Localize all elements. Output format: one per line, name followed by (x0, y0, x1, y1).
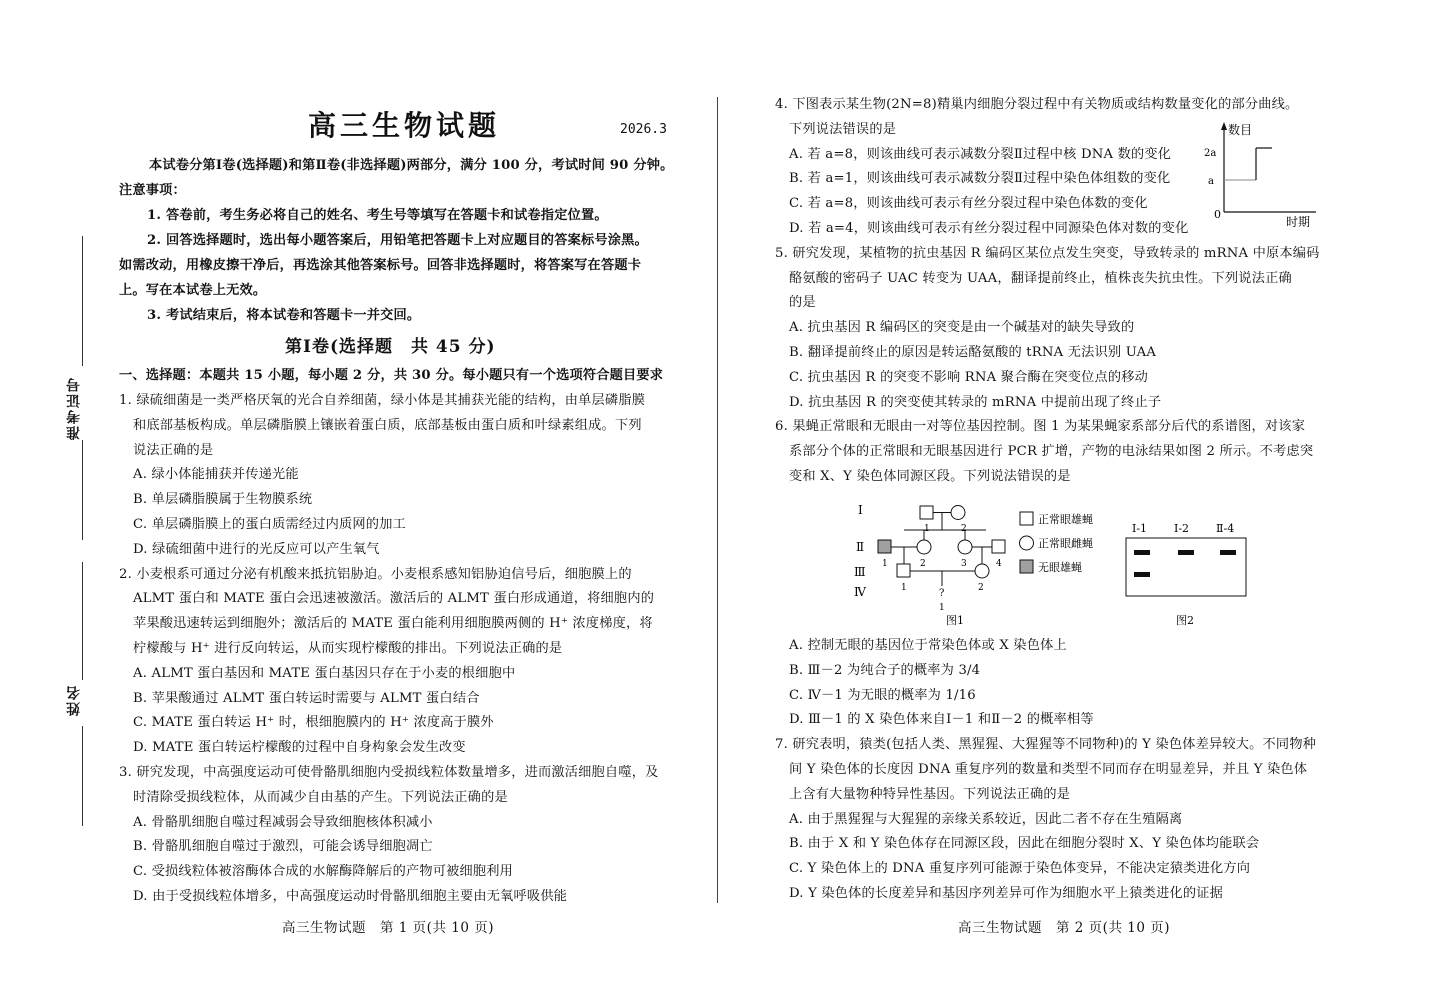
notes-heading: 注意事项： (119, 183, 186, 198)
exam-intro: 本试卷分第Ⅰ卷(选择题)和第Ⅱ卷(非选择题)两部分，满分 100 分，考试时间 90 分钟。 (149, 158, 674, 173)
left-lines-line: D. 由于受损线粒体增多，中高强度运动时骨骼肌细胞主要由无氧呼吸供能 (133, 889, 568, 904)
legend-eyeless-male: 无眼雄蝇 (1038, 561, 1082, 574)
note-item: 2. 回答选择题时，选出每小题答案后，用铅笔把答题卡上对应题目的答案标号涂黑。 (147, 233, 648, 248)
ped-II-4 (992, 540, 1005, 553)
gel-box (1126, 538, 1246, 596)
left-lines-line: A. ALMT 蛋白基因和 MATE 蛋白基因只存在于小麦的根细胞中 (133, 665, 516, 681)
left-lines-line: 1. 绿硫细菌是一类严格厌氧的光合自养细菌，绿小体是其捕获光能的结构，由单层磷脂膜 (119, 393, 646, 408)
ped-III-2 (975, 564, 989, 578)
note-item: 3. 考试结束后，将本试卷和答题卡一并交回。 (147, 308, 421, 323)
left-lines-line: ALMT 蛋白和 MATE 蛋白会迅速被激活。激活后的 ALMT 蛋白形成通道，将细胞内的 (133, 591, 655, 607)
ped-num-II4: 4 (996, 559, 1002, 569)
left-lines-line: B. 苹果酸通过 ALMT 蛋白转运时需要与 ALMT 蛋白结合 (133, 690, 480, 706)
right-lines-b-line: B. Ⅲ－2 为纯合子的概率为 3/4 (789, 662, 981, 678)
ped-num-I1: 1 (924, 524, 930, 534)
right-lines-b-line: D. Y 染色体的长度差异和基因序列差异可作为细胞水平上猿类进化的证据 (789, 886, 1224, 901)
note-item: 如需改动，用橡皮擦干净后，再选涂其他答案标号。回答非选择题时，将答案写在答题卡 (119, 258, 642, 273)
footer-left: 高三生物试题 第 1 页(共 10 页) (282, 920, 494, 936)
left-lines-line: 柠檬酸与 H⁺ 进行反向转运，从而实现柠檬酸的排出。下列说法正确的是 (133, 641, 563, 656)
gel-band-lane3-top (1220, 550, 1236, 555)
left-lines-line: A. 绿小体能捕获并传递光能 (133, 467, 299, 483)
part1-heading: 一、选择题：本题共 15 小题，每小题 2 分，共 30 分。每小题只有一个选项符合题目要求 (119, 368, 664, 383)
ped-num-II1: 1 (882, 559, 888, 569)
right-lines-a-line: B. 若 a=1，则该曲线可表示减数分裂Ⅱ过程中染色体组数的变化 (789, 171, 1171, 187)
right-lines-b-line: A. 由于黑猩猩与大猩猩的亲缘关系较近，因此二者不存在生殖隔离 (789, 811, 1183, 827)
gel-band-lane2-top (1178, 550, 1194, 555)
graph-origin: 0 (1214, 208, 1221, 221)
gel-figure (1118, 518, 1258, 630)
right-lines-b-line: 上含有大量物种特异性基因。下列说法正确的是 (789, 786, 1071, 802)
legend-normal-female: 正常眼雌蝇 (1038, 537, 1093, 550)
right-lines-b-line: A. 控制无眼的基因位于常染色体或 X 染色体上 (789, 638, 1067, 653)
ped-II-2 (917, 540, 931, 554)
gel-band-lane1-bottom (1134, 572, 1150, 577)
left-lines-line: 3. 研究发现，中高强度运动可使骨骼肌细胞内受损线粒体数量增多，进而激活细胞自噬，及 (119, 765, 659, 780)
gel-band-lane1-top (1134, 550, 1150, 555)
graph-tick-2a: 2a (1204, 148, 1217, 159)
name-label: 姓名 (66, 684, 82, 716)
fig1-caption: 图1 (946, 614, 964, 627)
right-lines-b-line: 间 Y 染色体的长度因 DNA 重复序列的数量和类型不同而存在明显差异，并且 Y 染色体 (789, 762, 1308, 777)
legend-eyeless-male-icon (1020, 560, 1033, 573)
exam-number-label: 准考证号 (66, 376, 82, 440)
binding-line-bottom (82, 726, 83, 826)
ped-gen-I: Ⅰ (858, 503, 863, 517)
right-lines-a-line: 5. 研究发现，某植物的抗虫基因 R 编码区某位点发生突变，导致转录的 mRNA 中原本编码 (775, 245, 1320, 261)
ped-II-3 (958, 540, 972, 554)
right-lines-a-line: 酪氨酸的密码子 UAC 转变为 UAA，翻译提前终止，植株丧失抗虫性。下列说法正确 (789, 270, 1292, 286)
left-lines-line: 和底部基板构成。单层磷脂膜上镶嵌着蛋白质，底部基板由蛋白质和叶绿素组成。下列 (133, 417, 642, 433)
gel-lane-3: Ⅱ-4 (1216, 522, 1235, 535)
ped-II-1 (878, 540, 891, 553)
right-lines-a-line: 6. 果蝇正常眼和无眼由一对等位基因控制。图 1 为某果蝇家系部分后代的系谱图，对该家 (775, 419, 1306, 435)
right-lines-a-line: 变和 X、Y 染色体同源区段。下列说法错误的是 (789, 469, 1071, 484)
left-lines-line: 时清除受损线粒体，从而减少自由基的产生。下列说法正确的是 (133, 789, 508, 805)
graph-tick-a: a (1208, 176, 1214, 187)
right-lines-a-line: D. 若 a=4，则该曲线可表示有丝分裂过程中同源染色体对数的变化 (789, 221, 1189, 236)
left-lines-line: D. MATE 蛋白转运柠檬酸的过程中自身构象会发生改变 (133, 740, 466, 756)
ped-I-1 (920, 506, 933, 519)
page-divider (717, 97, 718, 903)
pedigree-figure (850, 500, 1110, 630)
left-lines-line: C. 受损线粒体被溶酶体合成的水解酶降解后的产物可被细胞利用 (133, 864, 514, 880)
binding-line-lower (82, 562, 83, 680)
right-lines-a-line: 的是 (789, 295, 816, 311)
right-lines-a-line: 4. 下图表示某生物(2N=8)精巢内细胞分裂过程中有关物质或结构数量变化的部分曲线。 (775, 97, 1299, 112)
note-item: 1. 答卷前，考生务必将自己的姓名、考生号等填写在答题卡和试卷指定位置。 (147, 208, 608, 223)
ped-I-2 (951, 506, 965, 520)
right-lines-b-line: D. Ⅲ－1 的 X 染色体来自Ⅰ－1 和Ⅱ－2 的概率相等 (789, 712, 1094, 728)
left-lines-line: B. 骨骼肌细胞自噬过于激烈，可能会诱导细胞凋亡 (133, 839, 433, 855)
left-lines-line: C. MATE 蛋白转运 H⁺ 时，根细胞膜内的 H⁺ 浓度高于膜外 (133, 715, 494, 731)
right-lines-a-line: C. 若 a=8，则该曲线可表示有丝分裂过程中染色体数的变化 (789, 196, 1148, 212)
left-lines-line: B. 单层磷脂膜属于生物膜系统 (133, 492, 313, 508)
exam-date: 2026.3 (620, 122, 667, 137)
ped-num-I2: 2 (961, 524, 967, 534)
gel-lane-1: Ⅰ-1 (1132, 522, 1148, 535)
right-lines-b-line: C. Ⅳ－1 为无眼的概率为 1/16 (789, 687, 976, 703)
ped-num-III2: 2 (978, 583, 984, 593)
right-lines-b-line: C. Y 染色体上的 DNA 重复序列可能源于染色体变异，不能决定猿类进化方向 (789, 861, 1251, 877)
ped-gen-II: Ⅱ (856, 540, 865, 554)
note-item: 上。写在本试卷上无效。 (119, 283, 267, 298)
left-lines-line: 说法正确的是 (133, 442, 214, 458)
legend-normal-male-icon (1020, 512, 1033, 525)
right-lines-a-line: B. 翻译提前终止的原因是转运酪氨酸的 tRNA 无法识别 UAA (789, 345, 1157, 360)
right-lines-a-line: A. 若 a=8，则该曲线可表示减数分裂Ⅱ过程中核 DNA 数的变化 (789, 146, 1172, 162)
graph-xlabel: 时期 (1286, 215, 1311, 229)
right-lines-b-line: 7. 研究表明，猿类(包括人类、黑猩猩、大猩猩等不同物种)的 Y 染色体差异较大。不同物种 (775, 737, 1317, 753)
left-lines-line: 苹果酸迅速转运到细胞外；激活后的 MATE 蛋白能利用细胞膜两侧的 H⁺ 浓度梯度，将 (133, 616, 653, 632)
binding-line-middle (82, 440, 83, 540)
ped-num-III1: 1 (901, 583, 907, 593)
ped-num-II3: 3 (961, 559, 967, 569)
page-title: 高三生物试题 (308, 109, 501, 142)
q4-graph (1200, 118, 1320, 230)
graph-ylabel: 数目 (1228, 123, 1253, 137)
right-lines-b-line: B. 由于 X 和 Y 染色体存在同源区段，因此在细胞分裂时 X、Y 染色体均能联会 (789, 836, 1260, 852)
graph-y-arrow (1221, 122, 1227, 130)
legend-normal-female-icon (1020, 536, 1034, 550)
right-lines-a-line: D. 抗虫基因 R 的突变使其转录的 mRNA 中提前出现了终止子 (789, 394, 1162, 410)
binding-line-top (82, 236, 83, 366)
ped-num-II2: 2 (920, 559, 926, 569)
ped-gen-III: Ⅲ (854, 565, 866, 579)
gel-lane-2: Ⅰ-2 (1174, 522, 1190, 535)
left-lines-line: C. 单层磷脂膜上的蛋白质需经过内质网的加工 (133, 517, 406, 532)
left-lines-line: A. 骨骼肌细胞自噬过程减弱会导致细胞核体积减小 (133, 814, 433, 830)
right-lines-a-line: 下列说法错误的是 (789, 121, 897, 137)
ped-gen-IV: Ⅳ (854, 585, 866, 599)
left-lines-line: D. 绿硫细菌中进行的光反应可以产生氧气 (133, 541, 380, 557)
ped-III-1 (897, 564, 910, 577)
right-lines-a-line: C. 抗虫基因 R 的突变不影响 RNA 聚合酶在突变位点的移动 (789, 369, 1149, 385)
legend-normal-male: 正常眼雄蝇 (1038, 513, 1093, 526)
left-lines-line: 2. 小麦根系可通过分泌有机酸来抵抗铝胁迫。小麦根系感知铝胁迫信号后，细胞膜上的 (119, 566, 632, 582)
section-title: 第Ⅰ卷(选择题 共 45 分) (285, 337, 496, 357)
fig2-caption: 图2 (1176, 614, 1194, 627)
footer-right: 高三生物试题 第 2 页(共 10 页) (958, 920, 1170, 936)
ped-unknown: ? (939, 588, 945, 599)
ped-num-IV1: 1 (939, 603, 945, 613)
right-lines-a-line: 系部分个体的正常眼和无眼基因进行 PCR 扩增，产物的电泳结果如图 2 所示。不考虑突 (789, 444, 1314, 460)
right-lines-a-line: A. 抗虫基因 R 编码区的突变是由一个碱基对的缺失导致的 (789, 320, 1135, 336)
